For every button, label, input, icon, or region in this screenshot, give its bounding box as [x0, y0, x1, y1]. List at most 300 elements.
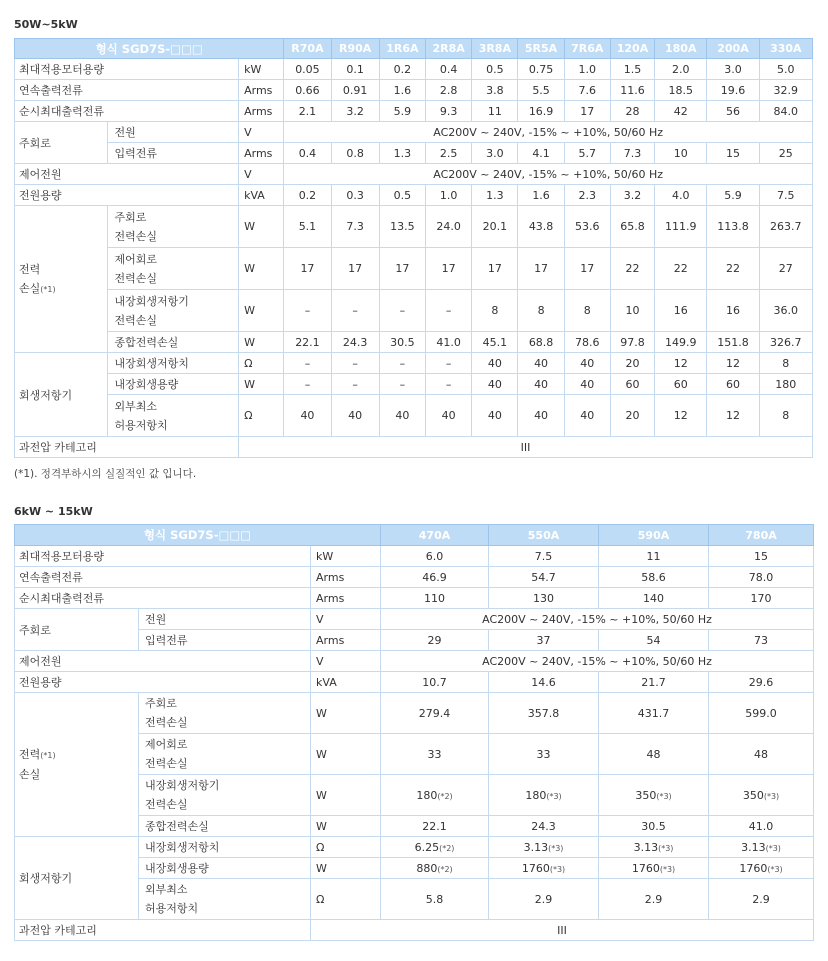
cell-line: 전력손실: [145, 716, 188, 729]
value-cell: 0.4: [426, 59, 472, 80]
value-cell: 29.6: [709, 672, 814, 693]
cell-line: 제어회로: [114, 252, 157, 266]
row-sublabel: 내장회생저항치: [108, 353, 239, 374]
row-sublabel: 전원: [108, 122, 239, 143]
value-cell: 46.9: [381, 567, 489, 588]
value-text: 5.8: [425, 892, 444, 906]
unit-cell: Arms: [311, 588, 381, 609]
unit-cell: Ω: [239, 353, 284, 374]
value-cell: [472, 248, 518, 290]
value-cell: [610, 332, 654, 353]
row-cont-current: [15, 567, 814, 588]
value-text: 16: [725, 304, 740, 317]
unit-cell: W: [239, 206, 284, 248]
unit-cell: W: [239, 290, 284, 332]
cell-line: 제어회로: [145, 738, 188, 751]
value-cell: 32.9: [759, 80, 812, 101]
value-cell: [379, 374, 425, 395]
value-text: 20: [625, 356, 640, 370]
value-text: 5.1: [298, 220, 317, 233]
span-value: AC200V ~ 240V, -15% ~ +10%, 50/60 Hz: [284, 164, 813, 185]
footnote: (*1). 정격부하시의 실질적인 값 입니다.: [14, 468, 197, 480]
model-col-header: 1R6A: [379, 39, 425, 59]
unit-cell: kW: [239, 59, 284, 80]
value-cell: [655, 353, 707, 374]
regen-group-label: 회생저항기: [15, 837, 139, 920]
value-text: 10: [625, 304, 640, 317]
value-text: 48: [754, 747, 769, 761]
value-cell: 140: [599, 588, 709, 609]
value-text: –: [304, 356, 311, 370]
model-col-header: 2R8A: [426, 39, 472, 59]
model-col-header: 7R6A: [564, 39, 610, 59]
value-cell: [472, 290, 518, 332]
model-col-header: R70A: [284, 39, 331, 59]
header-row: [15, 39, 813, 59]
row-input-current: [15, 143, 813, 164]
row-overvoltage: [15, 437, 813, 458]
note-mark: (*3): [656, 791, 672, 801]
unit-cell: Arms: [239, 80, 284, 101]
value-cell: [707, 395, 759, 437]
value-text: 8: [491, 304, 499, 317]
value-text: 357.8: [527, 706, 560, 720]
value-text: 40: [348, 409, 363, 422]
value-text: 17: [395, 262, 410, 275]
value-text: 17: [580, 262, 595, 275]
value-cell: [709, 837, 814, 858]
cell-line: 전력손실: [145, 757, 188, 770]
value-text: 8: [583, 304, 591, 317]
value-text: 1760: [739, 861, 768, 875]
value-cell: [610, 353, 654, 374]
row-overvoltage: [15, 920, 814, 941]
value-text: 17: [348, 262, 363, 275]
row-label: 제어전원: [15, 651, 311, 672]
value-cell: 10: [655, 143, 707, 164]
value-cell: [426, 353, 472, 374]
value-text: 8: [782, 356, 790, 370]
row-sublabel: 종합전력손실: [139, 816, 311, 837]
value-cell: [472, 395, 518, 437]
value-cell: [379, 290, 425, 332]
value-cell: [381, 879, 489, 920]
value-cell: 56: [707, 101, 759, 122]
value-cell: 2.1: [284, 101, 331, 122]
note-mark: (*3): [548, 843, 564, 853]
value-cell: [655, 248, 707, 290]
value-text: 60: [725, 377, 740, 391]
value-cell: [518, 248, 564, 290]
value-text: 30.5: [641, 819, 666, 833]
value-cell: [284, 206, 331, 248]
loss-label-line: [19, 745, 135, 765]
value-cell: 9.3: [426, 101, 472, 122]
value-cell: 0.5: [472, 59, 518, 80]
row-regen-res: [15, 353, 813, 374]
value-cell: [610, 374, 654, 395]
value-cell: [709, 879, 814, 920]
model-col-header: 470A: [381, 525, 489, 546]
value-text: 45.1: [482, 335, 508, 349]
value-cell: 0.5: [379, 185, 425, 206]
value-text: 24.0: [436, 220, 461, 233]
value-text: 1760: [631, 861, 660, 875]
model-col-header: 780A: [709, 525, 814, 546]
value-cell: [381, 837, 489, 858]
unit-cell: Arms: [311, 567, 381, 588]
value-cell: [610, 290, 654, 332]
value-cell: 4.0: [655, 185, 707, 206]
loss-label-line: [19, 279, 104, 299]
value-cell: 2.0: [655, 59, 707, 80]
value-text: 40: [580, 377, 595, 391]
model-col-header: 330A: [759, 39, 812, 59]
value-cell: [284, 353, 331, 374]
cell-line: 전력손실: [145, 798, 188, 811]
value-cell: 7.3: [610, 143, 654, 164]
value-text: 2.9: [534, 892, 553, 906]
row-sublabel: [139, 879, 311, 920]
value-text: 2.9: [752, 892, 770, 906]
model-header: 형식 SGD7S-□□□: [15, 525, 381, 546]
value-text: 180: [416, 788, 438, 802]
value-cell: [599, 693, 709, 734]
value-text: 60: [673, 377, 688, 391]
value-cell: [518, 374, 564, 395]
value-cell: 17: [564, 101, 610, 122]
note-mark: (*2): [437, 791, 453, 801]
cell-line: 전력손실: [114, 229, 157, 243]
value-text: –: [352, 304, 358, 317]
value-cell: 4.1: [518, 143, 564, 164]
value-cell: 1.0: [564, 59, 610, 80]
value-cell: [331, 374, 379, 395]
row-sublabel: [108, 395, 239, 437]
value-cell: 29: [381, 630, 489, 651]
value-text: 17: [487, 262, 502, 275]
value-cell: 0.4: [284, 143, 331, 164]
note-mark: (*3): [763, 791, 780, 801]
value-cell: [707, 206, 759, 248]
value-cell: 5.7: [564, 143, 610, 164]
value-cell: [472, 206, 518, 248]
cell-line: 주회로: [114, 210, 147, 224]
loss-label-line: [19, 765, 135, 784]
value-cell: 2.5: [426, 143, 472, 164]
value-cell: 25: [759, 143, 812, 164]
unit-cell: W: [311, 734, 381, 775]
row-power-capacity: [15, 185, 813, 206]
value-cell: [564, 248, 610, 290]
note-mark: (*1): [40, 751, 56, 760]
value-cell: [759, 206, 812, 248]
row-sublabel: [139, 734, 311, 775]
spec-table-50w-5kw: [14, 38, 813, 458]
value-text: 111.9: [664, 220, 697, 233]
unit-cell: kVA: [311, 672, 381, 693]
value-text: 279.4: [418, 706, 451, 720]
value-cell: [489, 837, 599, 858]
value-text: 3.13: [523, 840, 549, 854]
value-text: –: [304, 304, 311, 317]
row-label: 순시최대출력전류: [15, 101, 239, 122]
value-cell: 3.0: [707, 59, 759, 80]
value-cell: [518, 290, 564, 332]
value-cell: 14.6: [489, 672, 599, 693]
value-text: 151.8: [717, 335, 749, 349]
value-text: 33: [427, 747, 442, 761]
value-text: 20: [625, 409, 640, 422]
value-cell: [707, 374, 759, 395]
value-cell: 2.3: [564, 185, 610, 206]
row-sublabel: 종합전력손실: [108, 332, 239, 353]
row-sublabel: 내장회생용량: [108, 374, 239, 395]
loss-label2: 손실: [19, 281, 41, 295]
value-cell: [610, 206, 654, 248]
value-cell: [426, 374, 472, 395]
row-label: 주회로: [15, 609, 139, 651]
value-cell: 0.91: [331, 80, 379, 101]
value-cell: 1.6: [518, 185, 564, 206]
value-text: 22: [625, 262, 640, 275]
row-regen-capacity: [15, 374, 813, 395]
value-cell: [564, 395, 610, 437]
loss-label: 전력: [19, 748, 41, 761]
value-text: 3.13: [633, 840, 659, 854]
value-text: 8: [537, 304, 545, 317]
unit-cell: Arms: [239, 101, 284, 122]
model-col-header: 5R5A: [518, 39, 564, 59]
loss-group-label: [15, 206, 108, 353]
value-cell: [331, 395, 379, 437]
value-text: 12: [673, 356, 688, 370]
value-text: 43.8: [528, 220, 554, 233]
value-cell: 11: [599, 546, 709, 567]
value-cell: [426, 332, 472, 353]
value-cell: [331, 332, 379, 353]
value-text: 40: [534, 409, 549, 422]
row-sublabel: 내장회생저항치: [139, 837, 311, 858]
value-text: 149.9: [664, 335, 697, 349]
model-col-header: 200A: [707, 39, 759, 59]
row-main-loss: [15, 206, 813, 248]
value-text: 27: [778, 262, 793, 275]
value-text: –: [399, 377, 406, 391]
value-cell: 42: [655, 101, 707, 122]
unit-cell: W: [311, 775, 381, 816]
value-text: 40: [534, 377, 549, 391]
value-text: 40: [300, 409, 315, 422]
cell-line: 전력손실: [114, 271, 157, 285]
value-cell: [381, 816, 489, 837]
value-cell: [381, 693, 489, 734]
value-cell: [331, 248, 379, 290]
value-text: 180: [775, 377, 797, 391]
value-cell: [655, 206, 707, 248]
row-label: 연속출력전류: [15, 80, 239, 101]
value-text: 880: [416, 861, 438, 875]
span-value: III: [311, 920, 814, 941]
value-cell: [284, 290, 331, 332]
value-text: 24.3: [531, 819, 556, 833]
row-sublabel: [108, 206, 239, 248]
value-text: 7.3: [346, 220, 364, 233]
note-mark: (*3): [767, 864, 783, 874]
value-text: 40: [487, 356, 502, 370]
value-text: 22.1: [295, 335, 320, 349]
model-header: 형식 SGD7S-□□□: [15, 39, 284, 59]
value-cell: [709, 816, 814, 837]
value-cell: 5.9: [379, 101, 425, 122]
row-control-power: [15, 164, 813, 185]
value-text: 3.13: [741, 840, 766, 854]
value-cell: [759, 290, 812, 332]
unit-cell: W: [311, 858, 381, 879]
value-cell: 7.5: [759, 185, 812, 206]
value-cell: 1.6: [379, 80, 425, 101]
value-text: 30.5: [390, 335, 415, 349]
value-cell: [564, 290, 610, 332]
unit-cell: W: [239, 374, 284, 395]
value-text: 180: [525, 788, 547, 802]
note-mark: (*2): [437, 864, 453, 874]
value-cell: [709, 734, 814, 775]
value-cell: [518, 395, 564, 437]
value-cell: 0.1: [331, 59, 379, 80]
value-cell: [599, 837, 709, 858]
unit-cell: V: [311, 651, 381, 672]
value-text: 33: [536, 747, 551, 761]
value-cell: 3.0: [472, 143, 518, 164]
value-cell: [489, 816, 599, 837]
cell-line: 주회로: [145, 697, 177, 710]
value-cell: 3.8: [472, 80, 518, 101]
value-cell: 6.0: [381, 546, 489, 567]
row-sublabel: 전원: [139, 609, 311, 630]
value-cell: 0.2: [379, 59, 425, 80]
value-cell: [379, 206, 425, 248]
value-text: 40: [395, 409, 410, 422]
unit-cell: W: [239, 332, 284, 353]
value-cell: 5.5: [518, 80, 564, 101]
row-label: 최대적용모터용량: [15, 59, 239, 80]
loss-label2: 손실: [19, 768, 41, 781]
row-regen-loss: [15, 290, 813, 332]
value-text: 12: [673, 409, 688, 422]
value-cell: 19.6: [707, 80, 759, 101]
value-cell: 16.9: [518, 101, 564, 122]
row-label: 최대적용모터용량: [15, 546, 311, 567]
row-sublabel: 입력전류: [108, 143, 239, 164]
value-cell: 58.6: [599, 567, 709, 588]
row-sublabel: [108, 290, 239, 332]
value-cell: 3.2: [610, 185, 654, 206]
value-text: 53.6: [575, 220, 600, 233]
value-text: –: [399, 356, 406, 370]
row-sublabel: [108, 248, 239, 290]
row-cont-current: [15, 80, 813, 101]
value-cell: 130: [489, 588, 599, 609]
value-cell: 0.2: [284, 185, 331, 206]
note-mark: (*3): [765, 843, 781, 853]
row-label: 순시최대출력전류: [15, 588, 311, 609]
value-cell: [381, 775, 489, 816]
row-label: 제어전원: [15, 164, 239, 185]
value-cell: [564, 353, 610, 374]
value-text: 22: [673, 262, 688, 275]
value-cell: [564, 332, 610, 353]
row-sublabel: 내장회생용량: [139, 858, 311, 879]
value-text: 113.8: [717, 220, 749, 233]
value-text: 40: [441, 409, 456, 422]
row-max-motor: [15, 59, 813, 80]
value-cell: [518, 332, 564, 353]
value-cell: [599, 816, 709, 837]
value-cell: 5.9: [707, 185, 759, 206]
value-cell: [331, 353, 379, 374]
value-text: 78.6: [575, 335, 600, 349]
value-cell: 0.3: [331, 185, 379, 206]
note-mark: (*3): [549, 864, 566, 874]
value-text: 1760: [521, 861, 550, 875]
value-cell: 1.3: [379, 143, 425, 164]
value-text: 24.3: [342, 335, 368, 349]
value-cell: [707, 332, 759, 353]
value-cell: [381, 858, 489, 879]
value-cell: [284, 248, 331, 290]
value-cell: 3.2: [331, 101, 379, 122]
unit-cell: Ω: [311, 837, 381, 858]
value-cell: [379, 353, 425, 374]
value-cell: [655, 290, 707, 332]
span-value: III: [239, 437, 813, 458]
model-col-header: 550A: [489, 525, 599, 546]
value-cell: [489, 858, 599, 879]
value-cell: 7.5: [489, 546, 599, 567]
value-cell: [381, 734, 489, 775]
value-text: 40: [580, 356, 595, 370]
row-label: 과전압 카테고리: [15, 920, 311, 941]
value-cell: [759, 374, 812, 395]
row-ctrl-loss: [15, 248, 813, 290]
value-cell: [426, 206, 472, 248]
value-cell: [472, 332, 518, 353]
row-label: 전원용량: [15, 185, 239, 206]
cell-line: 내장회생저항기: [114, 294, 189, 308]
value-cell: [599, 879, 709, 920]
value-text: 350: [635, 788, 657, 802]
value-text: 16: [673, 304, 688, 317]
value-text: 431.7: [637, 706, 670, 720]
value-cell: [599, 858, 709, 879]
header-row: [15, 525, 814, 546]
value-cell: 37: [489, 630, 599, 651]
value-text: –: [352, 356, 358, 370]
value-cell: 0.8: [331, 143, 379, 164]
row-label: 과전압 카테고리: [15, 437, 239, 458]
value-cell: [331, 206, 379, 248]
row-label: 연속출력전류: [15, 567, 311, 588]
unit-cell: kVA: [239, 185, 284, 206]
value-cell: 18.5: [655, 80, 707, 101]
unit-cell: V: [239, 164, 284, 185]
value-cell: 5.0: [759, 59, 812, 80]
cell-line: 외부최소: [114, 399, 157, 413]
model-col-header: 180A: [655, 39, 707, 59]
value-text: –: [304, 377, 311, 391]
row-label: 전원용량: [15, 672, 311, 693]
